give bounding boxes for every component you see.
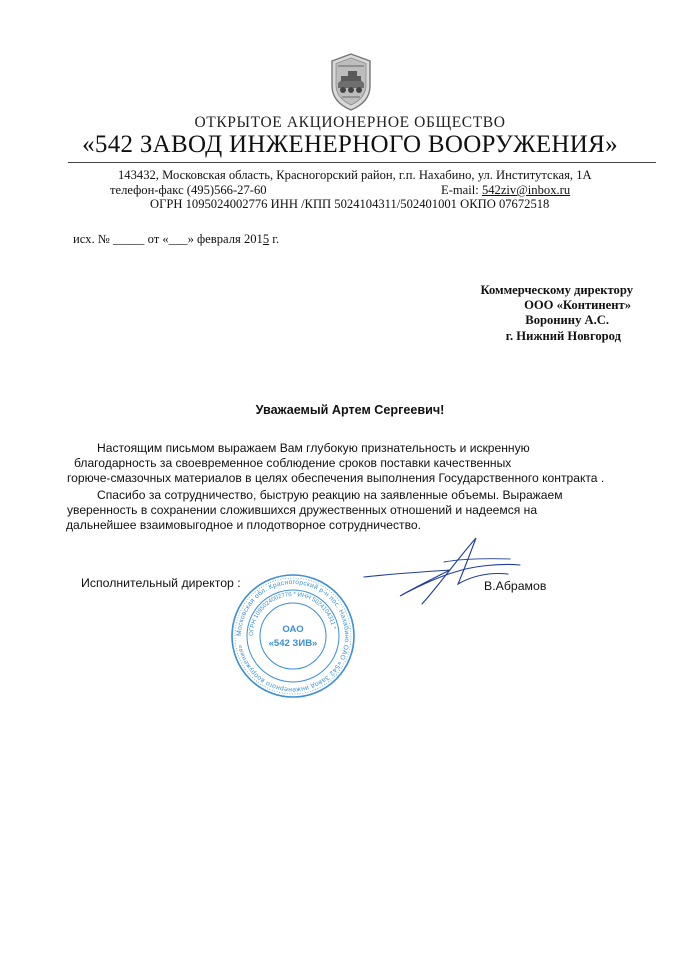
address-line: 143432, Московская область, Красногорский район, г.п. Нахабино, ул. Институтская, 1А [118, 168, 592, 182]
outgoing-prefix: исх. № [73, 232, 110, 246]
body-line: горюче-смазочных материалов в целях обеспечения выполнения Государственного контракта . [67, 471, 605, 485]
email-link[interactable]: 542ziv@inbox.ru [481, 183, 571, 197]
registration-line: ОГРН 1095024002776 ИНН /КПП 5024104311/502401001 ОКПО 07672518 [150, 197, 550, 211]
email-line [441, 183, 570, 198]
stamp-center-line2: «542 ЗИВ» [268, 638, 318, 649]
stamp-center-line1: ОАО [282, 624, 304, 635]
salutation: Уважаемый Артем Сергеевич! [255, 403, 445, 417]
email-label: E-mail: [441, 183, 479, 197]
company-emblem-icon [329, 52, 373, 112]
org-name-title: «542 ЗАВОД ИНЖЕНЕРНОГО ВООРУЖЕНИЯ» [82, 131, 618, 158]
recipient-name: Воронину А.С. [525, 313, 609, 327]
body-line: уверенность в сохранении сложившихся дружественных отношений и надеемся на [67, 503, 538, 517]
recipient-company: ООО «Континент» [524, 298, 631, 312]
handwritten-signature [360, 532, 535, 607]
body-line: дальнейшее взаимовыгодное и плодотворное сотрудничество. [66, 518, 421, 532]
phone-fax-line: телефон-факс (495)566-27-60 [110, 183, 267, 197]
org-type-text: ОТКРЫТОЕ АКЦИОНЕРНОЕ ОБЩЕСТВО [194, 114, 506, 131]
outgoing-year-prefix: 201 [243, 232, 263, 246]
outgoing-number-line [73, 232, 279, 247]
recipient-title: Коммерческому директору [480, 283, 633, 297]
body-line: Спасибо за сотрудничество, быструю реакцию на заявленные объемы. Выражаем [97, 488, 563, 502]
header-divider [68, 162, 656, 163]
outgoing-year-suffix: г. [272, 232, 280, 246]
svg-text:Московская обл. Красногорский: Московская обл. Красногорский р-н пос. Нахабино ОАО «542 Завод инженерного вооружения» [235, 578, 351, 694]
recipient-city: г. Нижний Новгород [505, 329, 621, 343]
outgoing-from: от [147, 232, 160, 246]
svg-text:ОГРН 1095024002776 * ИНН 50241: ОГРН 1095024002776 * ИНН 5024104311 * [248, 591, 337, 637]
company-seal-stamp [229, 572, 357, 700]
outgoing-month: февраля [197, 232, 241, 246]
outgoing-year-digit: 5 [262, 232, 270, 246]
outgoing-number-blank: _____ [112, 232, 145, 246]
signatory-name: В.Абрамов [484, 579, 547, 593]
body-line: Настоящим письмом выражаем Вам глубокую признательность и искренную [97, 441, 530, 455]
outgoing-day: «___» [162, 232, 194, 246]
signatory-title: Исполнительный директор : [81, 576, 241, 590]
body-line: благодарность за своевременное соблюдение сроков поставки качественных [74, 456, 512, 470]
